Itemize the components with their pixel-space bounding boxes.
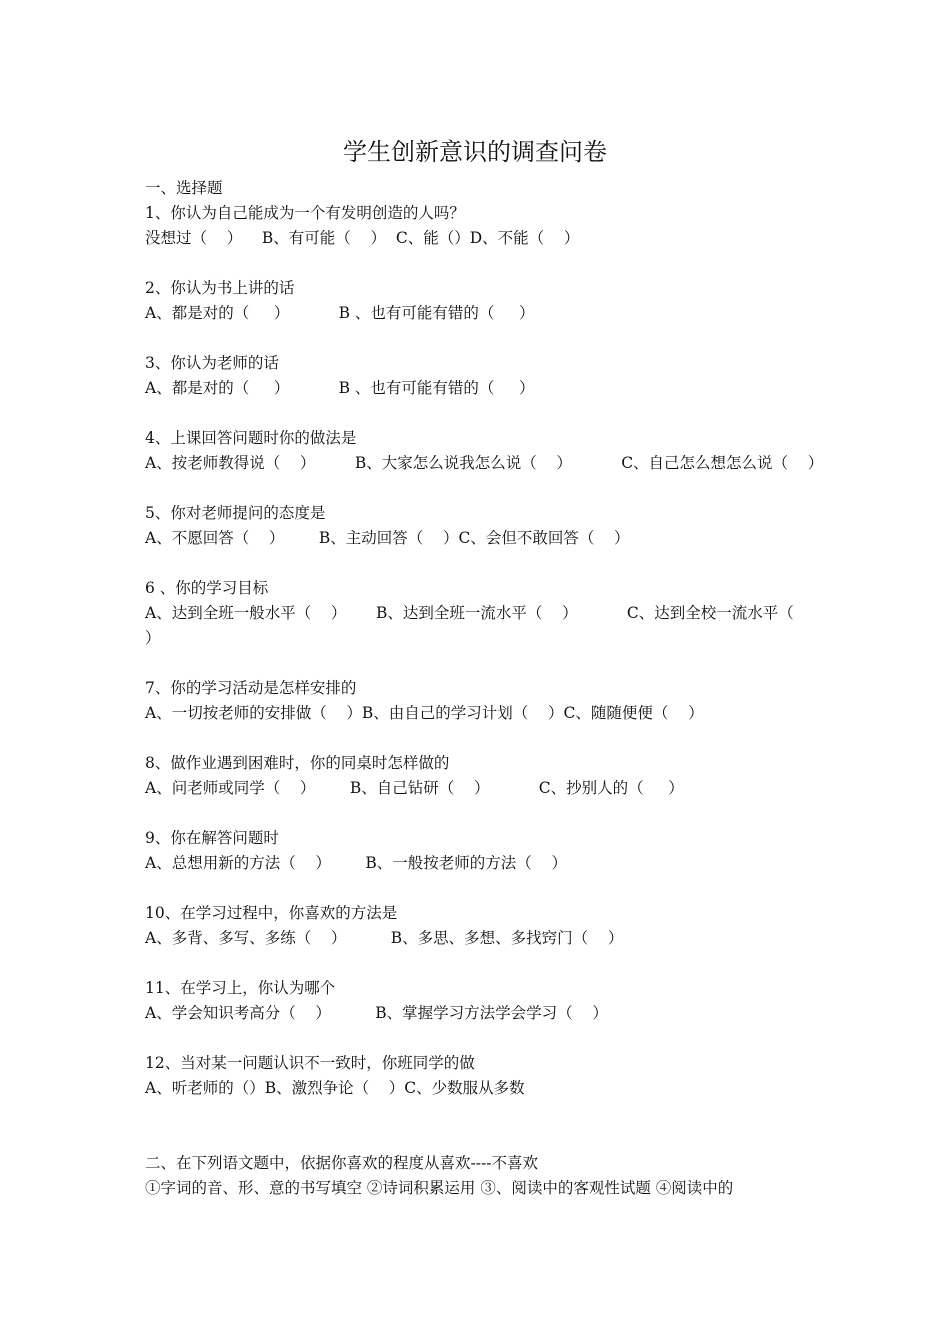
- question-10-stem: 10、在学习过程中，你喜欢的方法是: [145, 904, 398, 922]
- question-12-stem: 12、当对某一问题认识不一致时，你班同学的做: [145, 1054, 475, 1072]
- question-12-options: A、听老师的（）B、激烈争论（ ）C、少数服从多数: [145, 1079, 525, 1097]
- page-title: 学生创新意识的调查问卷: [343, 138, 607, 166]
- section-heading-choice: 一、选择题: [145, 179, 223, 197]
- question-4-stem: 4、上课回答问题时你的做法是: [145, 429, 357, 447]
- question-8-stem: 8、做作业遇到困难时，你的同桌时怎样做的: [145, 754, 450, 772]
- question-2-options: A、都是对的（ ） B 、也有可能有错的（ ）: [145, 304, 535, 322]
- question-8-options: A、问老师或同学（ ） B、自己钻研（ ） C、抄别人的（ ）: [145, 779, 684, 797]
- section-heading-ranking: 二、在下列语文题中，依据你喜欢的程度从喜欢----不喜欢: [145, 1154, 538, 1172]
- question-3-options: A、都是对的（ ） B 、也有可能有错的（ ）: [145, 379, 535, 397]
- ranking-items: ①字词的音、形、意的书写填空 ②诗词积累运用 ③、阅读中的客观性试题 ④阅读中的: [145, 1179, 734, 1197]
- question-1-options: 没想过（ ） B、有可能（ ） C、能（）D、不能（ ）: [145, 229, 580, 247]
- question-10-options: A、多背、多写、多练（ ） B、多思、多想、多找窍门（ ）: [145, 929, 624, 947]
- question-9-stem: 9、你在解答问题时: [145, 829, 279, 847]
- question-6-options: A、达到全班一般水平（ ） B、达到全班一流水平（ ） C、达到全校一流水平（ ）: [145, 604, 814, 647]
- question-3-stem: 3、你认为老师的话: [145, 354, 279, 372]
- question-11-options: A、学会知识考高分（ ） B、掌握学习方法学会学习（ ）: [145, 1004, 608, 1022]
- question-7-stem: 7、你的学习活动是怎样安排的: [145, 679, 357, 697]
- question-7-options: A、一切按老师的安排做（ ）B、由自己的学习计划（ ）C、随随便便（ ）: [145, 704, 704, 722]
- question-5-stem: 5、你对老师提问的态度是: [145, 504, 326, 522]
- question-11-stem: 11、在学习上，你认为哪个: [145, 979, 336, 997]
- question-2-stem: 2、你认为书上讲的话: [145, 279, 295, 297]
- questionnaire-body: [145, 176, 824, 1201]
- question-4-options: A、按老师教得说（ ） B、大家怎么说我怎么说（ ） C、自己怎么想怎么说（ ）: [145, 454, 824, 472]
- question-9-options: A、总想用新的方法（ ） B、一般按老师的方法（ ）: [145, 854, 567, 872]
- question-1-stem: 1、你认为自己能成为一个有发明创造的人吗？: [145, 204, 465, 222]
- question-6-stem: 6 、你的学习目标: [145, 579, 269, 597]
- question-5-options: A、不愿回答（ ） B、主动回答（ ）C、会但不敢回答（ ）: [145, 529, 630, 547]
